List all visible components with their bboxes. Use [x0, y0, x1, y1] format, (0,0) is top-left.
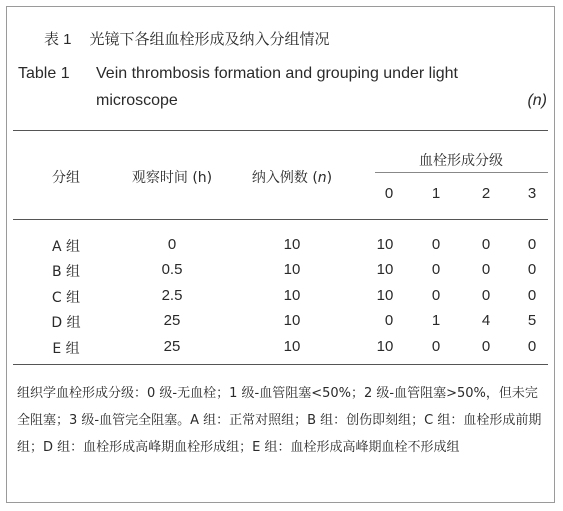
cell-grade-3: 0	[527, 287, 537, 304]
cell-grade-0: 10	[376, 236, 394, 253]
cell-grade-2: 4	[481, 312, 491, 329]
cell-grade-3: 0	[527, 261, 537, 278]
cell-time: 25	[163, 338, 181, 355]
table-title-en	[18, 65, 458, 83]
header-group: 分组	[52, 170, 80, 186]
top-rule	[13, 130, 548, 131]
cell-grade-1: 0	[431, 287, 441, 304]
cell-grade-1: 0	[431, 338, 441, 355]
bottom-rule	[13, 364, 548, 365]
table-number-en: Table 1	[18, 65, 70, 82]
cell-group: C 组	[51, 290, 81, 306]
cell-n: 10	[283, 338, 301, 355]
header-time: 观察时间 (h)	[131, 170, 213, 186]
cell-group: A 组	[51, 239, 81, 255]
cell-grade-1: 0	[431, 236, 441, 253]
cell-n: 10	[283, 236, 301, 253]
table-caption-en-line1: Vein thrombosis formation and grouping under light	[96, 65, 458, 82]
header-bottom-rule	[13, 219, 548, 220]
cell-group: E 组	[52, 341, 80, 357]
cell-grade-2: 0	[481, 338, 491, 355]
cell-grade-0: 10	[376, 338, 394, 355]
table-unit: (n)	[527, 92, 547, 109]
header-grade-3: 3	[527, 185, 537, 202]
cell-n: 10	[283, 312, 301, 329]
cell-group: D 组	[51, 315, 81, 331]
table-caption-cn: 光镜下各组血栓形成及纳入分组情况	[89, 30, 330, 48]
cell-time: 0	[167, 236, 177, 253]
cell-grade-0: 0	[384, 312, 394, 329]
cell-time: 2.5	[161, 287, 183, 304]
cell-grade-1: 1	[431, 312, 441, 329]
cell-time: 0.5	[161, 261, 183, 278]
table-number-cn: 表 1	[44, 31, 72, 48]
cell-grade-2: 0	[481, 261, 491, 278]
cell-group: B 组	[51, 264, 81, 280]
cell-n: 10	[283, 287, 301, 304]
table-title-cn	[44, 28, 330, 49]
cell-grade-0: 10	[376, 287, 394, 304]
cell-grade-3: 5	[527, 312, 537, 329]
table-caption-en-line2: microscope	[96, 92, 178, 109]
header-grade-1: 1	[431, 185, 441, 202]
cell-time: 25	[163, 312, 181, 329]
header-grade: 血栓形成分级	[419, 153, 503, 169]
cell-grade-3: 0	[527, 236, 537, 253]
header-grade-0: 0	[384, 185, 394, 202]
cell-grade-1: 0	[431, 261, 441, 278]
cell-grade-3: 0	[527, 338, 537, 355]
cell-grade-0: 10	[376, 261, 394, 278]
cell-grade-2: 0	[481, 287, 491, 304]
cell-n: 10	[283, 261, 301, 278]
header-n: 纳入例数 (n)	[251, 170, 333, 186]
cell-grade-2: 0	[481, 236, 491, 253]
grade-header-rule	[375, 172, 548, 173]
table-footnote: 组织学血栓形成分级：0 级-无血栓；1 级-血管阻塞<50%；2 级-血管阻塞>50%，但未完全阻塞；3 级-血管完全阻塞。A 组：正常对照组；B 组：创伤即刻组；C 组：血栓形成前期组；D 组：血栓形成高峰期血栓形成组；E 组：血栓形成高峰期血栓不形成组	[17, 386, 542, 455]
header-grade-2: 2	[481, 185, 491, 202]
